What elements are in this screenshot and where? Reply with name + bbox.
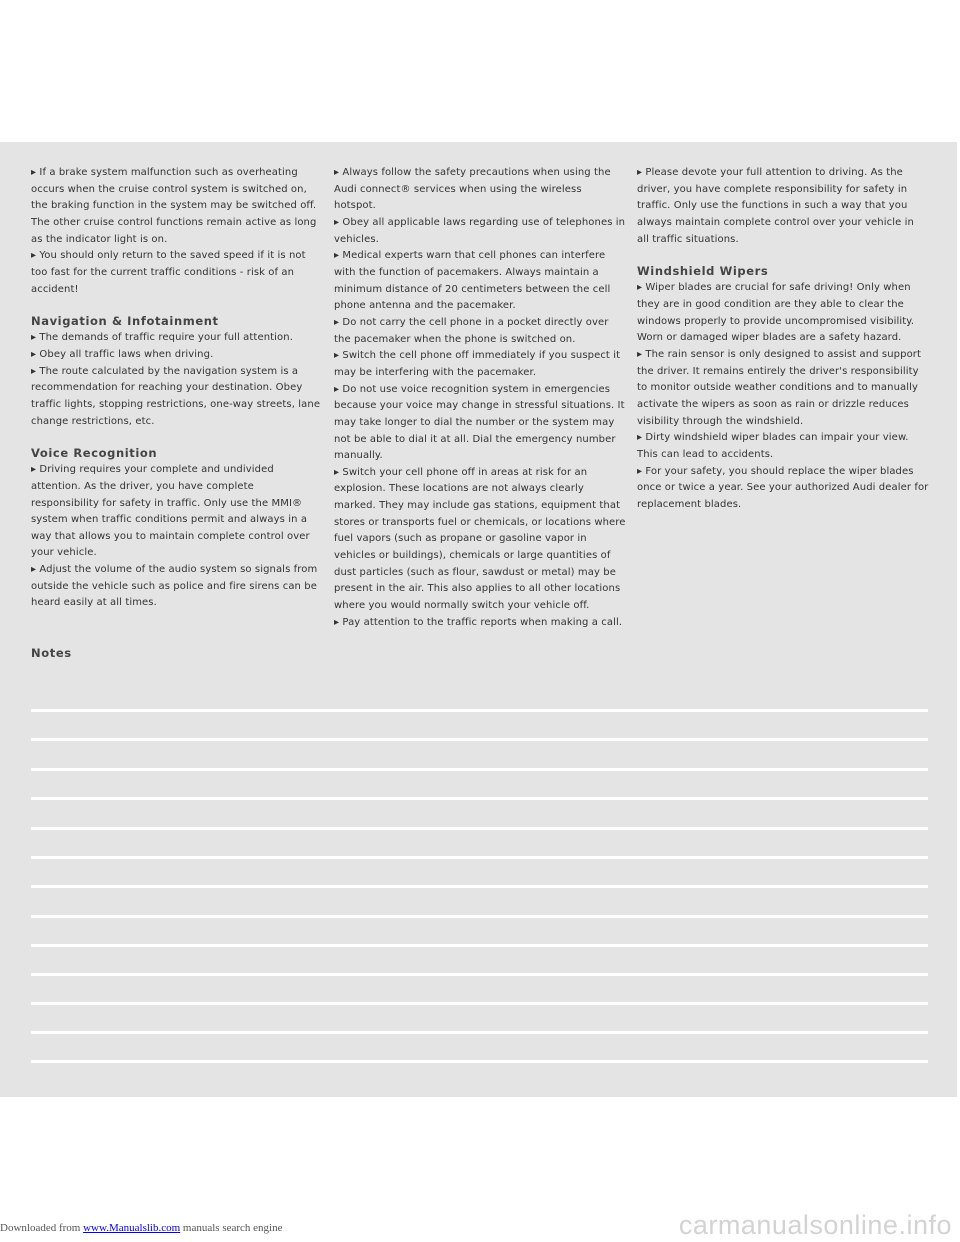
note-line	[31, 768, 928, 771]
paragraph: ▸ Medical experts warn that cell phones can interfere with the function of pacemakers. Always maintain a minimum distance of 20 centimeters between the cell phone antenna and the pacemaker.	[334, 250, 611, 312]
paragraph: ▸ Always follow the safety precautions when using the Audi connect® services when using the wireless hotspot.	[334, 167, 611, 212]
paragraph: ▸ Driving requires your complete and undivided attention. As the driver, you have complete responsibility for safety in traffic. Only use the MMI® system when traffic conditions permit and always in a way that allows you to maintain complete control over your vehicle.	[31, 464, 310, 559]
manualslib-link[interactable]: www.Manualslib.com	[83, 1222, 181, 1234]
section-title-wipers: Windshield Wipers	[637, 264, 769, 279]
note-line	[31, 709, 928, 712]
column-right	[637, 165, 929, 513]
download-footer	[0, 1222, 282, 1234]
paragraph: ▸ Adjust the volume of the audio system so signals from outside the vehicle such as police and fire sirens can be heard easily at all times.	[31, 564, 318, 609]
paragraph: ▸ Obey all traffic laws when driving.	[31, 348, 214, 360]
paragraph: ▸ The rain sensor is only designed to assist and support the driver. It remains entirely the driver's responsibility to monitor outside weather conditions and to manually activate the wipers as soon as rain or drizzle reduces visibility through the windshield.	[637, 348, 922, 427]
section-title-voice: Voice Recognition	[31, 446, 158, 461]
paragraph: ▸ The route calculated by the navigation system is a recommendation for reaching your destination. Obey traffic lights, stopping restrictions, one-way streets, lane change restrictions, etc.	[31, 365, 321, 427]
paragraph: ▸ The demands of traffic require your full attention.	[31, 332, 293, 344]
paragraph: ▸ Please devote your full attention to driving. As the driver, you have complete responsibility for safety in traffic. Only use the functions in such a way that you always maintain complete control over your vehicle in all traffic situations.	[637, 167, 914, 245]
paragraph: ▸ Switch the cell phone off immediately if you suspect it may be interfering with the pacemaker.	[334, 350, 621, 378]
note-line	[31, 1031, 928, 1034]
note-line	[31, 1002, 928, 1005]
paragraph: ▸ Do not use voice recognition system in emergencies because your voice may change in stressful situations. It may take longer to dial the number or the system may not be able to dial it at all. Dial the emergency number manually.	[334, 383, 625, 462]
column-left	[31, 165, 323, 612]
section-title-navigation: Navigation & Infotainment	[31, 314, 219, 329]
footer-suffix: manuals search engine	[180, 1222, 283, 1234]
notes-title: Notes	[31, 646, 72, 660]
note-line	[31, 827, 928, 830]
paragraph: ▸ Obey all applicable laws regarding use of telephones in vehicles.	[334, 216, 626, 245]
watermark: carmanualsonline.info	[678, 1210, 952, 1240]
note-line	[31, 915, 928, 918]
column-middle	[334, 165, 626, 631]
paragraph: ▸ If a brake system malfunction such as overheating occurs when the cruise control system is switched on, the braking function in the system may be switched off. The other cruise control functions remain active as long as the indicator light is on.	[31, 167, 317, 245]
paragraph: ▸ Pay attention to the traffic reports when making a call.	[334, 616, 623, 628]
paragraph: ▸ Dirty windshield wiper blades can impair your view. This can lead to accidents.	[637, 432, 909, 460]
note-line	[31, 944, 928, 947]
note-line	[31, 856, 928, 859]
paragraph: ▸ Do not carry the cell phone in a pocket directly over the pacemaker when the phone is switched on.	[334, 316, 609, 345]
note-line	[31, 797, 928, 800]
note-line	[31, 1060, 928, 1063]
paragraph: ▸ Switch your cell phone off in areas at risk for an explosion. These locations are not always clearly marked. They may include gas stations, equipment that stores or transports fuel or chemicals, or locations where fuel vapors (such as propane or gasoline vapor in vehicles or buildings), chemicals or large quantities of dust particles (such as flour, sawdust or metal) may be present in the air. This also applies to all other locations where you would normally switch your vehicle off.	[334, 466, 626, 612]
note-line	[31, 885, 928, 888]
paragraph: ▸ You should only return to the saved speed if it is not too fast for the current traffic conditions - risk of an accident!	[31, 250, 306, 295]
note-line	[31, 738, 928, 741]
note-line	[31, 973, 928, 976]
paragraph: ▸ For your safety, you should replace the wiper blades once or twice a year. See your authorized Audi dealer for replacement blades.	[637, 465, 929, 510]
paragraph: ▸ Wiper blades are crucial for safe driving! Only when they are in good condition are they able to clear the windows properly to provide uncompromised visibility. Worn or damaged wiper blades are a safety hazard.	[637, 282, 915, 344]
footer-prefix: Downloaded from	[0, 1222, 84, 1234]
